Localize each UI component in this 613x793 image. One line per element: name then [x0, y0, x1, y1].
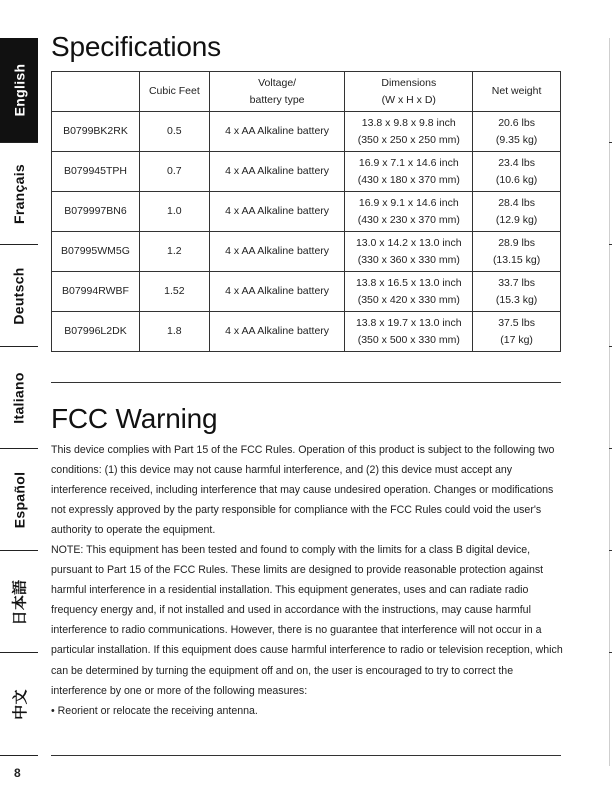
fcc-warning-body: [51, 440, 563, 721]
table-header-row: [52, 72, 561, 112]
cell-battery: 4 x AA Alkaline battery: [209, 272, 345, 312]
cell-net-weight: 20.6 lbs (9.35 kg): [473, 112, 561, 152]
table-row: [52, 312, 561, 352]
cell-battery: 4 x AA Alkaline battery: [209, 152, 345, 192]
language-tab-label: Deutsch: [11, 267, 27, 325]
language-tab-german[interactable]: [0, 244, 38, 347]
language-tab-label: English: [11, 63, 28, 117]
language-tab-english[interactable]: [0, 38, 38, 142]
cell-net-weight: 37.5 lbs (17 kg): [473, 312, 561, 352]
header-cubic-feet: Cubic Feet: [139, 72, 209, 112]
cell-dimensions: 13.8 x 9.8 x 9.8 inch (350 x 250 x 250 mm): [345, 112, 473, 152]
cell-dimensions: 16.9 x 9.1 x 14.6 inch (430 x 230 x 370 mm): [345, 192, 473, 232]
header-model: [52, 72, 140, 112]
cell-net-weight: 23.4 lbs (10.6 kg): [473, 152, 561, 192]
cell-cubic-feet: 1.52: [139, 272, 209, 312]
cell-battery: 4 x AA Alkaline battery: [209, 112, 345, 152]
table-row: [52, 192, 561, 232]
cell-dimensions: 16.9 x 7.1 x 14.6 inch (430 x 180 x 370 mm): [345, 152, 473, 192]
cell-battery: 4 x AA Alkaline battery: [209, 232, 345, 272]
language-tab-label: Italiano: [11, 372, 28, 424]
edge-tick: [609, 244, 612, 245]
edge-tick: [609, 142, 612, 143]
bottom-divider: [51, 755, 561, 756]
cell-model: B079945TPH: [52, 152, 140, 192]
cell-cubic-feet: 1.8: [139, 312, 209, 352]
language-tab-label: 中文: [11, 688, 29, 720]
table-row: [52, 112, 561, 152]
cell-model: B07996L2DK: [52, 312, 140, 352]
language-tab-chinese[interactable]: [0, 652, 38, 756]
cell-net-weight: 28.4 lbs (12.9 kg): [473, 192, 561, 232]
cell-cubic-feet: 0.7: [139, 152, 209, 192]
cell-cubic-feet: 1.0: [139, 192, 209, 232]
cell-model: B0799BK2RK: [52, 112, 140, 152]
cell-battery: 4 x AA Alkaline battery: [209, 312, 345, 352]
fcc-paragraph: • Reorient or relocate the receiving antenna.: [51, 704, 258, 717]
language-tab-label: Español: [11, 471, 27, 529]
specifications-table: [51, 71, 561, 352]
table-row: [52, 272, 561, 312]
cell-dimensions: 13.8 x 16.5 x 13.0 inch (350 x 420 x 330 mm): [345, 272, 473, 312]
edge-tick: [609, 448, 612, 449]
cell-cubic-feet: 0.5: [139, 112, 209, 152]
language-tab-japanese[interactable]: [0, 550, 38, 653]
specifications-title: Specifications: [51, 31, 221, 62]
cell-dimensions: 13.8 x 19.7 x 13.0 inch (350 x 500 x 330 mm): [345, 312, 473, 352]
language-tab-french[interactable]: [0, 142, 38, 245]
language-tab-label: Français: [11, 164, 27, 224]
cell-model: B07995WM5G: [52, 232, 140, 272]
fcc-paragraph: This device complies with Part 15 of the FCC Rules. Operation of this product is subject to the following two conditions: (1) this device may not cause harmful interference, and (2) this device must accept any interference received, including interference that may cause undesired operation. Changes or modifications not expressly approved by the party responsible for compliance with the FCC Rules could void the user's authority to operate the equipment.: [51, 444, 555, 537]
page-number: 8: [14, 766, 21, 780]
table-row: [52, 152, 561, 192]
cell-dimensions: 13.0 x 14.2 x 13.0 inch (330 x 360 x 330 mm): [345, 232, 473, 272]
cell-model: B079997BN6: [52, 192, 140, 232]
table-row: [52, 232, 561, 272]
section-divider: [51, 382, 561, 383]
fcc-warning-title: FCC Warning: [51, 403, 218, 434]
edge-tick: [609, 550, 612, 551]
fcc-paragraph: NOTE: This equipment has been tested and found to comply with the limits for a class B digital device, pursuant to Part 15 of the FCC Rules. These limits are designed to provide reasonable protection against harmful interference in a residential installation. This equipment generates, uses and can radiate radio frequency energy and, if not installed and used in accordance with the instructions, may cause harmful interference to radio communications. However, there is no guarantee that interference will not occur in a particular installation. If this equipment does cause harmful interference to radio or television reception, which can be determined by turning the equipment off and on, the user is encouraged to try to correct the interference by one or more of the following measures:: [51, 544, 563, 697]
cell-model: B07994RWBF: [52, 272, 140, 312]
cell-net-weight: 28.9 lbs (13.15 kg): [473, 232, 561, 272]
cell-cubic-feet: 1.2: [139, 232, 209, 272]
edge-tick: [609, 346, 612, 347]
header-net-weight: Net weight: [473, 72, 561, 112]
edge-tick: [609, 652, 612, 653]
language-tab-label: 日本語: [11, 579, 29, 625]
language-tab-italian[interactable]: [0, 346, 38, 449]
language-tab-spanish[interactable]: [0, 448, 38, 551]
cell-battery: 4 x AA Alkaline battery: [209, 192, 345, 232]
header-dimensions: Dimensions (W x H x D): [345, 72, 473, 112]
right-edge-divider: [609, 38, 610, 766]
cell-net-weight: 33.7 lbs (15.3 kg): [473, 272, 561, 312]
header-voltage: Voltage/ battery type: [209, 72, 345, 112]
